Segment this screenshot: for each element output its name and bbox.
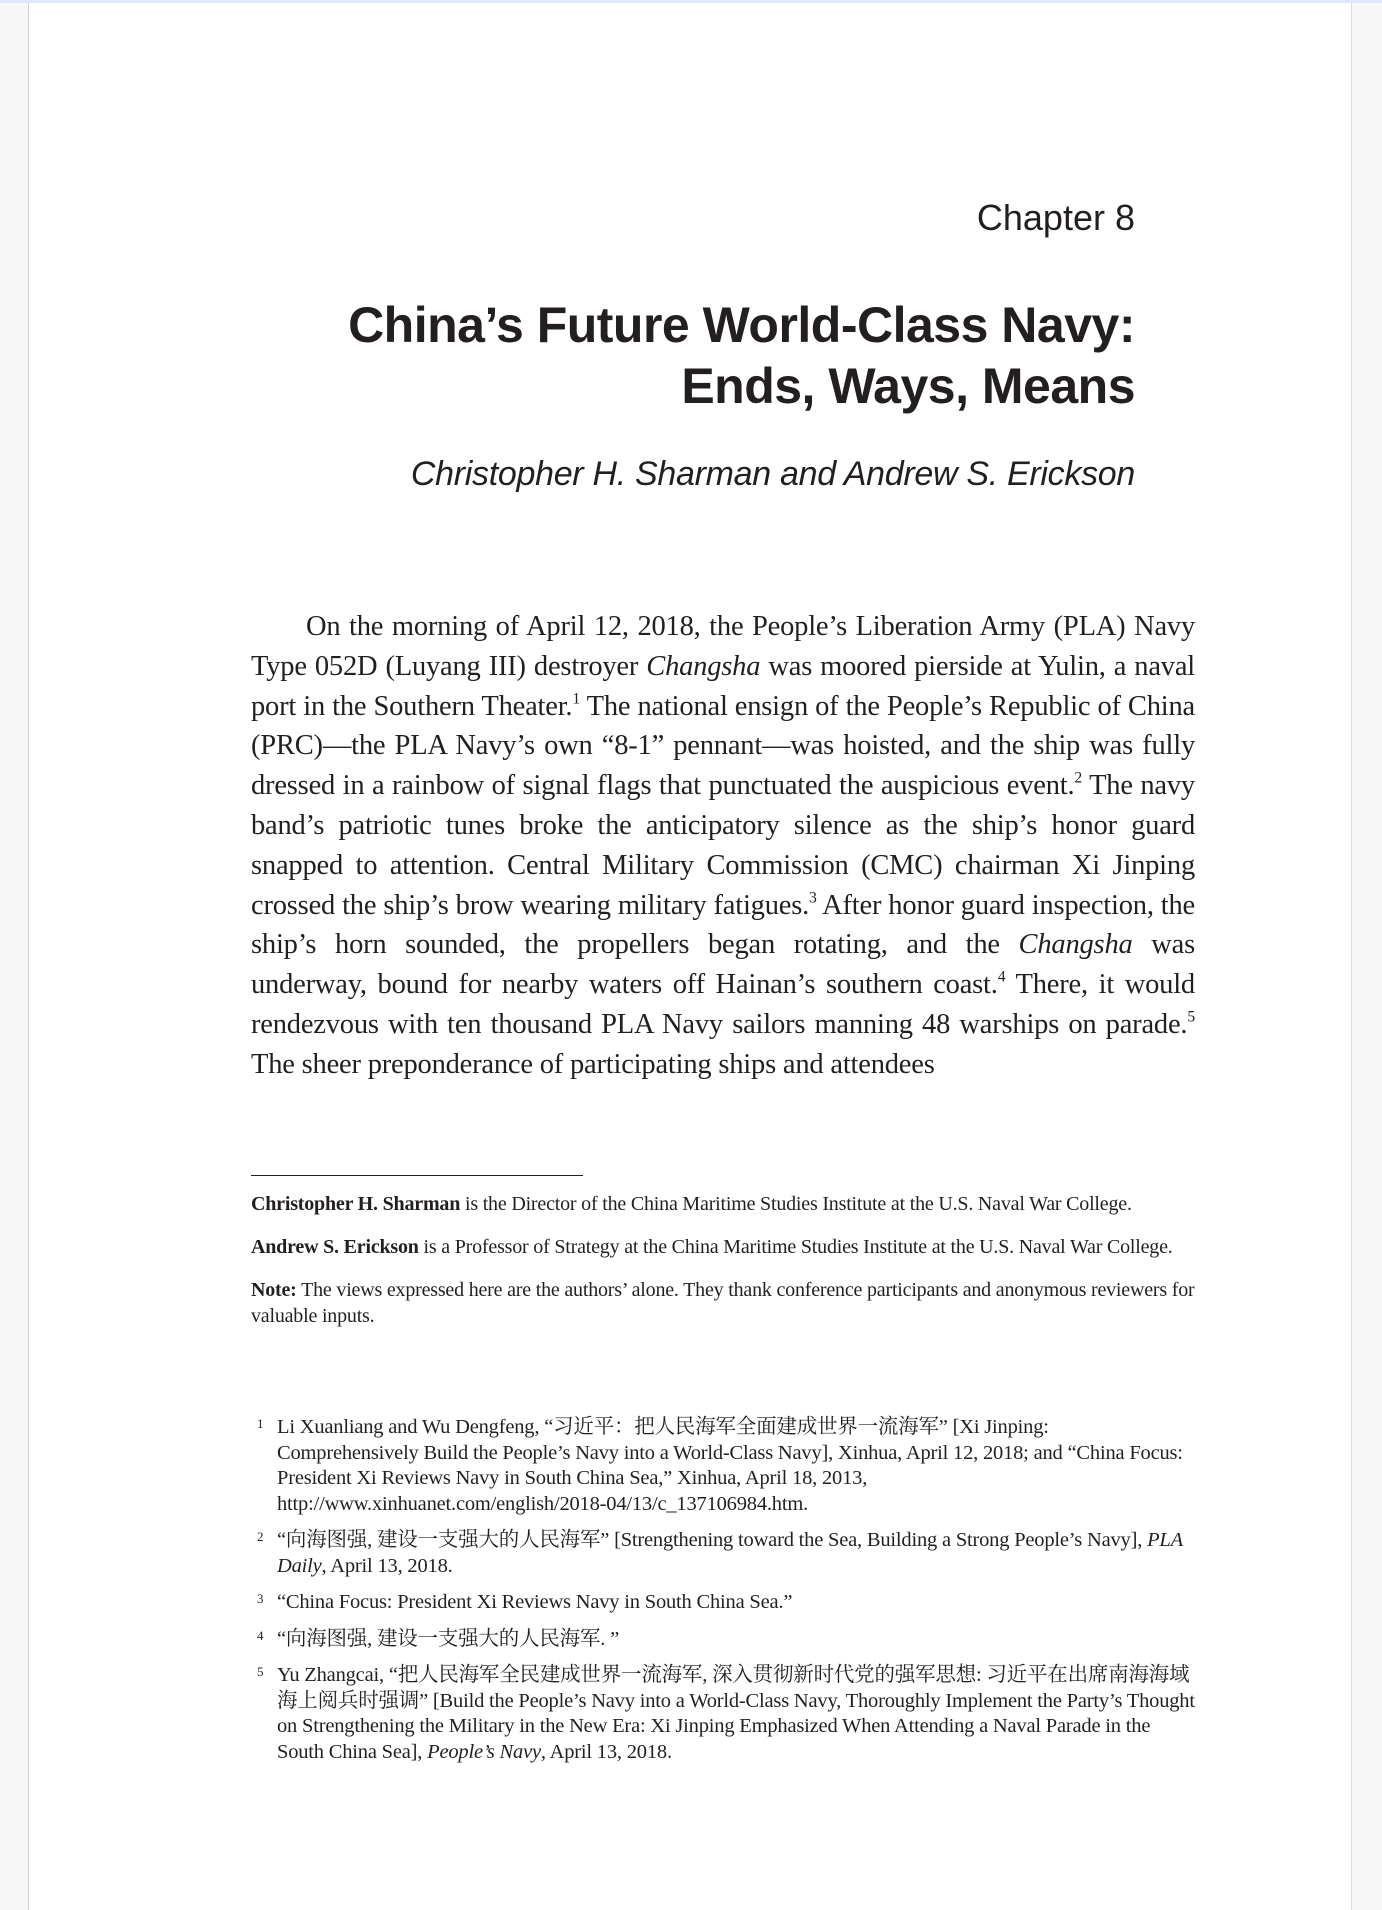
- footnote-5: [251, 1663, 1195, 1765]
- footnote-separator-rule: [251, 1175, 583, 1176]
- footnote-text: , April 13, 2018.: [321, 1554, 453, 1577]
- footnote-text: “China Focus: President Xi Reviews Navy in South China Sea.”: [277, 1591, 793, 1613]
- publication-name-italic: PLA Daily: [277, 1529, 1183, 1577]
- ship-name-italic: Changsha: [1018, 929, 1133, 961]
- footnote-3: [251, 1590, 1195, 1616]
- body-text-run: was moored pierside at Yulin, a naval port in the Southern Theater.: [251, 650, 1196, 722]
- bio-text: is a Professor of Strategy at the China Maritime Studies Institute at the U.S. Naval War College.: [418, 1236, 1173, 1258]
- body-text-run: The national ensign of the People’s Republic of China (PRC)—the PLA Navy’s own “8-1” pennant—was hoisted, and the ship was fully dressed in a rainbow of signal flags that punctuated the auspicious event.: [251, 690, 1196, 802]
- body-paragraph: [251, 607, 1195, 1085]
- body-text-run: On the morning of April 12, 2018, the People’s Liberation Army (PLA) Navy Type 052D (Luyang III) destroyer: [251, 611, 1195, 682]
- footnote-text: , April 13, 2018.: [540, 1740, 672, 1763]
- footnote-ref-5[interactable]: 5: [1187, 1008, 1195, 1026]
- footnote-ref-2[interactable]: 2: [1074, 769, 1083, 787]
- bio-text: is the Director of the China Maritime Studies Institute at the U.S. Naval War College.: [460, 1193, 1132, 1215]
- body-text-run: The sheer preponderance of participating ships and attendees: [251, 1048, 935, 1080]
- bio-name: Andrew S. Erickson: [251, 1236, 419, 1258]
- footnote-text: Li Xuanliang and Wu Dengfeng, “习近平：把人民海军全面建成世界一流海军” [Xi Jinping: Comprehensively Build the People’s Navy into a World-Class Navy], Xinhua, April 12, 2018; and “China Focus: President Xi Reviews Navy in South China Sea,” Xinhua, April 18, 2013, http://www.xinhuanet.com/english/2018-04/13/c_137106984.htm.: [277, 1416, 1183, 1515]
- footnote-1: [251, 1415, 1195, 1517]
- footnote-ref-3[interactable]: 3: [809, 888, 817, 906]
- footnote-number: 2: [257, 1529, 264, 1544]
- footnote-text: “向海图强, 建设一支强大的人民海军. ”: [277, 1627, 619, 1650]
- bio-sharman: [251, 1191, 1195, 1217]
- chapter-label: Chapter 8: [976, 197, 1135, 238]
- body-text-run: After honor guard inspection, the ship’s horn sounded, the propellers began rotating, and the: [251, 889, 1195, 961]
- chapter-title: [235, 295, 1135, 417]
- body-text: [251, 607, 1195, 1085]
- footnote-number: 3: [257, 1591, 264, 1606]
- footnote-text: “向海图强, 建设一支强大的人民海军” [Strengthening toward the Sea, Building a Strong People’s Navy],: [277, 1529, 1148, 1551]
- chapter-authors: Christopher H. Sharman and Andrew S. Erickson: [410, 455, 1135, 493]
- authors-note: [251, 1277, 1195, 1329]
- note-label: Note:: [251, 1279, 297, 1301]
- bio-erickson: [251, 1234, 1195, 1260]
- publication-name-italic: People’s Navy: [427, 1740, 541, 1763]
- note-text: The views expressed here are the authors’ alone. They thank conference participants and anonymous reviewers for valuable inputs.: [251, 1279, 1195, 1327]
- footnote-4: [251, 1627, 1195, 1653]
- footnote-2: [251, 1528, 1195, 1579]
- footnote-number: 1: [257, 1416, 264, 1431]
- author-bios: [251, 1191, 1195, 1346]
- footnote-text: Yu Zhangcai, “把人民海军全民建成世界一流海军, 深入贯彻新时代党的强军思想: 习近平在出席南海海域海上阅兵时强调” [Build the People’s Navy into a World-Class Navy, Thoroughly Implement the Party’s Thought on Strengthening the Military in the New Era: Xi Jinping Emphasized When Attending a Naval Parade in the South China Sea],: [277, 1664, 1195, 1763]
- footnotes: [251, 1415, 1195, 1776]
- body-text-run: was underway, bound for nearby waters off Hainan’s southern coast.: [251, 929, 1195, 1001]
- footnote-number: 5: [257, 1664, 264, 1679]
- footnote-ref-1[interactable]: 1: [572, 689, 581, 707]
- footnote-ref-4[interactable]: 4: [997, 968, 1006, 986]
- chapter-title-line-2: Ends, Ways, Means: [681, 358, 1135, 414]
- body-text-run: There, it would rendezvous with ten thousand PLA Navy sailors manning 48 warships on parade.: [251, 969, 1195, 1040]
- ship-name-italic: Changsha: [646, 650, 761, 682]
- document-page: [28, 3, 1352, 1910]
- chapter-title-line-1: China’s Future World-Class Navy:: [348, 297, 1135, 353]
- footnote-number: 4: [257, 1627, 264, 1643]
- body-text-run: The navy band’s patriotic tunes broke the anticipatory silence as the ship’s honor guard snapped to attention. Central Military Commission (CMC) chairman Xi Jinping crossed the ship’s brow wearing military fatigues.: [251, 770, 1195, 921]
- bio-name: Christopher H. Sharman: [251, 1193, 461, 1215]
